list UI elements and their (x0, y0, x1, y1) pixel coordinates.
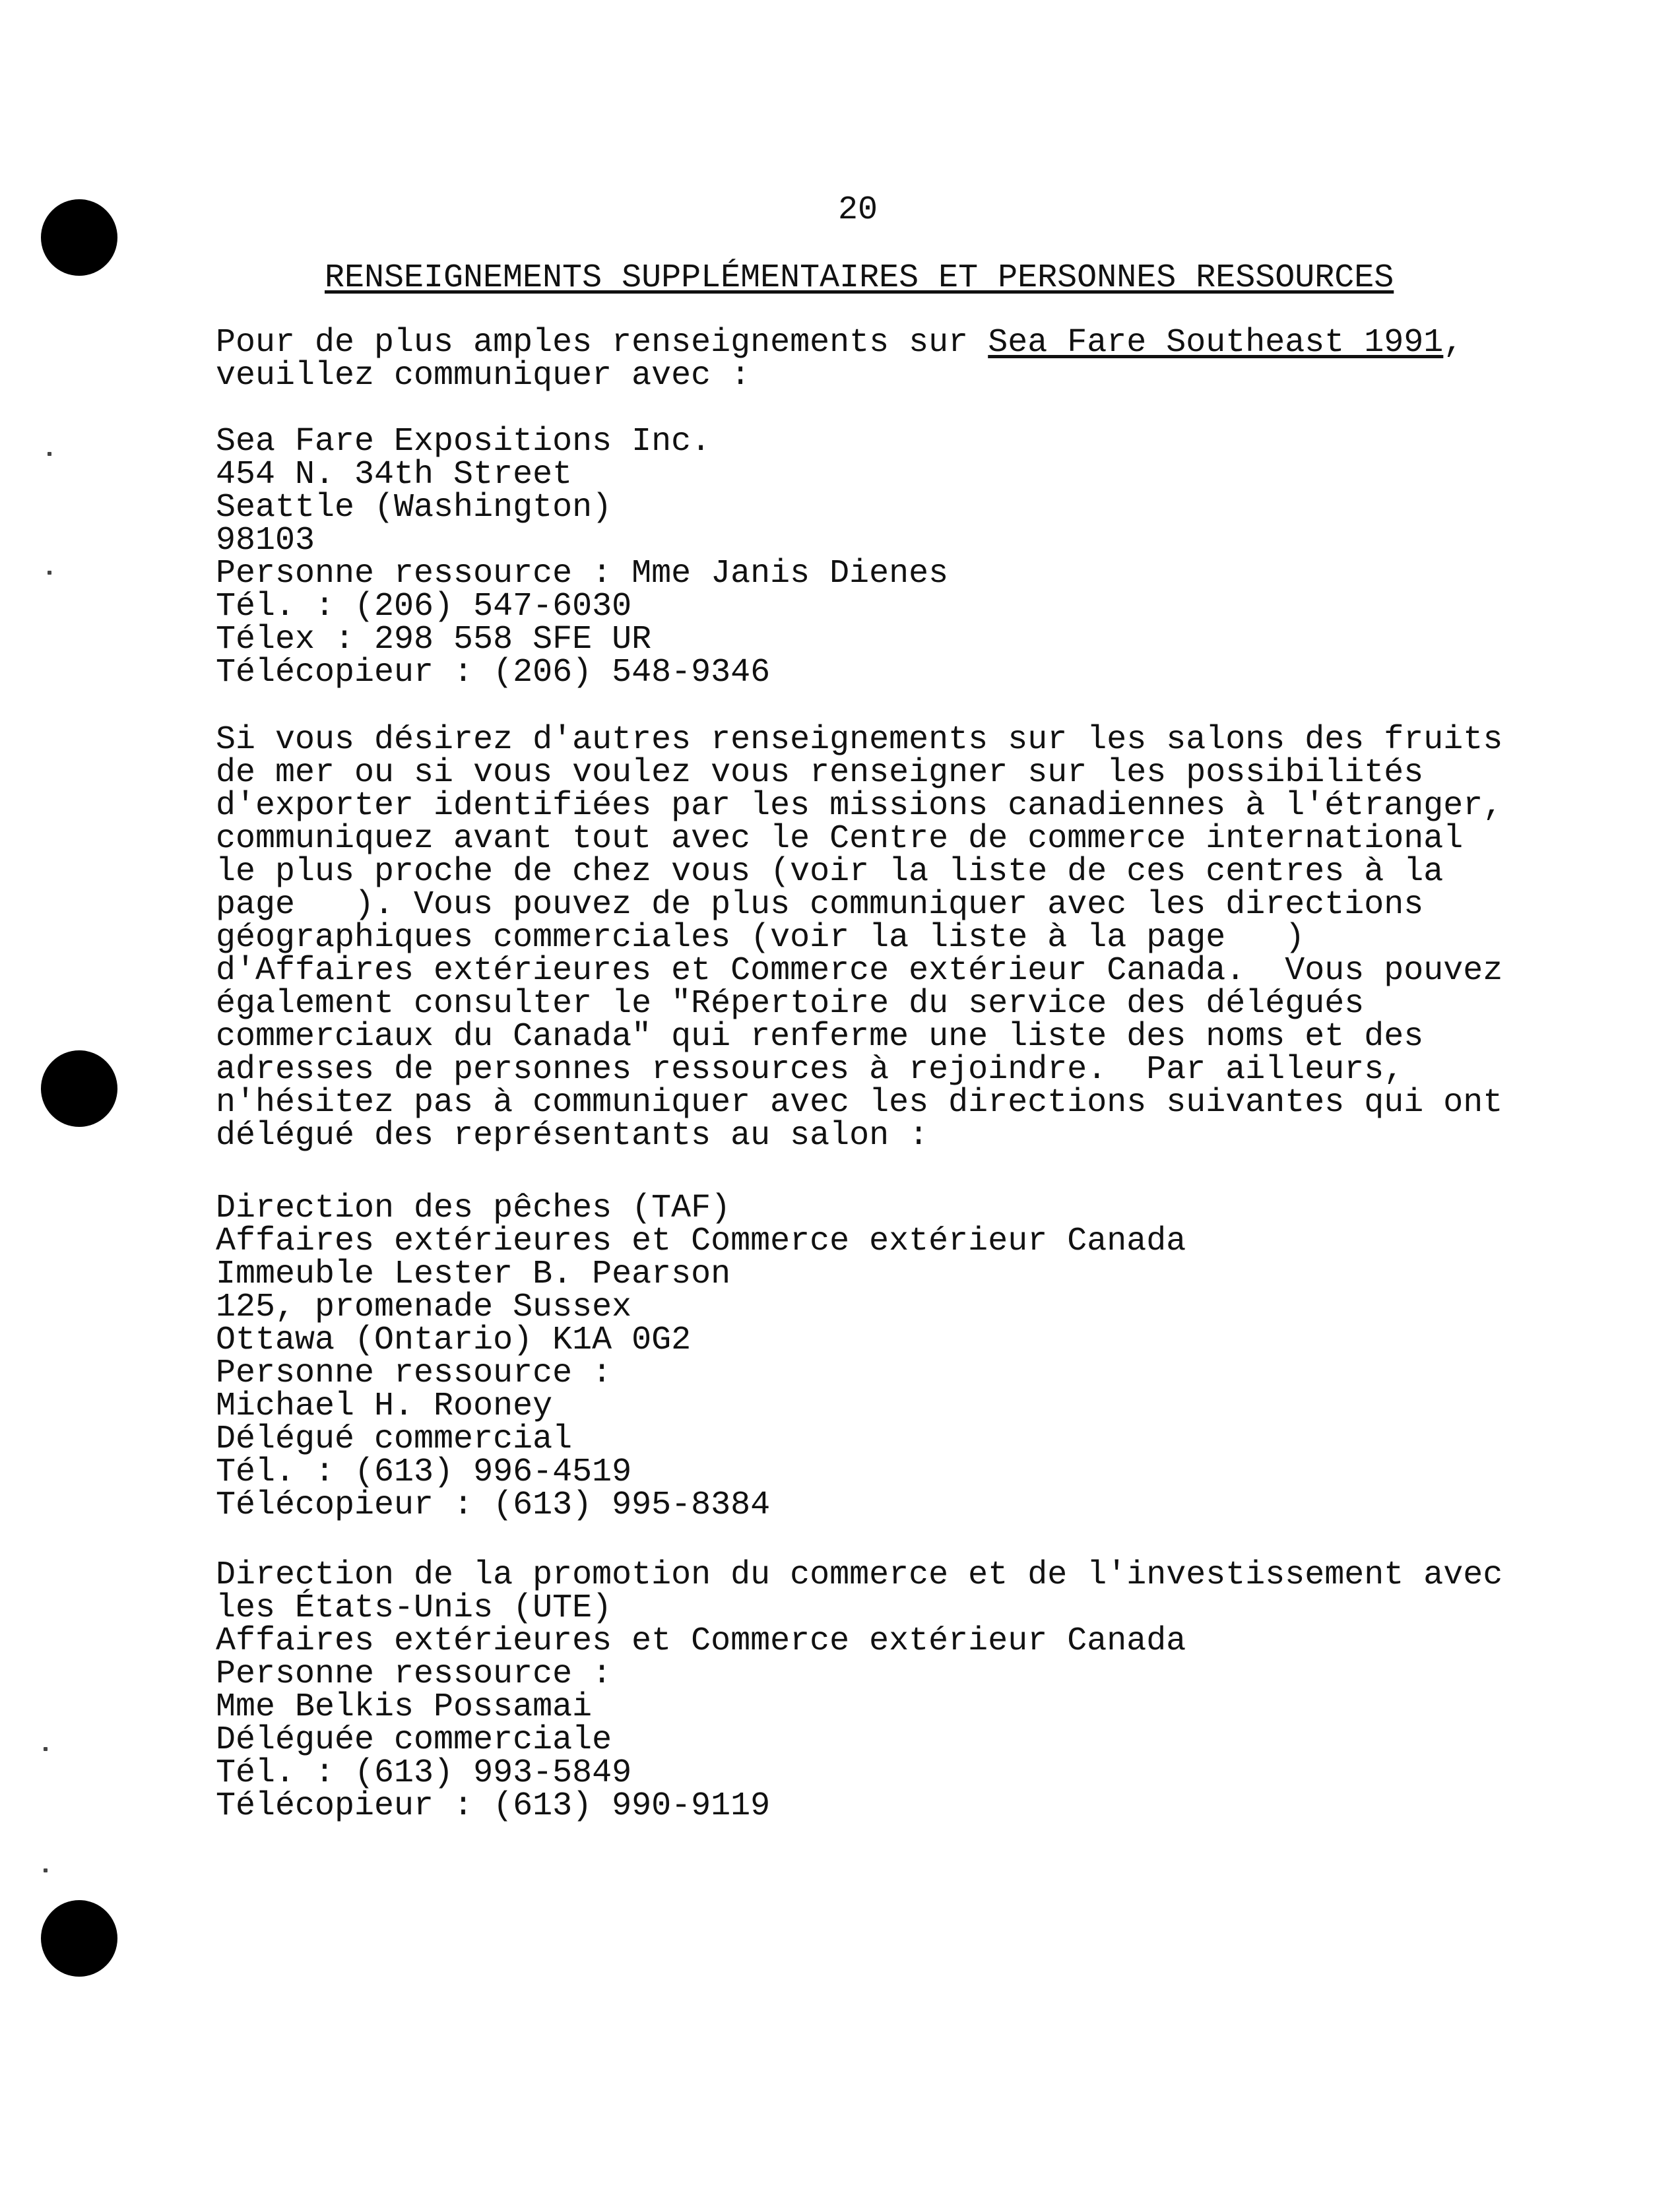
intro-punctuation: , (1443, 324, 1464, 362)
page-number: 20 (838, 191, 878, 229)
paragraph-line: géographiques commerciales (voir la liste à la page ) (216, 919, 1305, 957)
paragraph-line: le plus proche de chez vous (voir la liste de ces centres à la (216, 853, 1444, 891)
paragraph-line: Si vous désirez d'autres renseignements sur les salons des fruits (216, 721, 1503, 759)
taf-contact-line: Délégué commercial (216, 1420, 573, 1458)
paragraph-line: communiquez avant tout avec le Centre de commerce international (216, 820, 1464, 858)
taf-contact-line: Ottawa (Ontario) K1A 0G2 (216, 1322, 692, 1359)
taf-contact-line: Affaires extérieures et Commerce extérieur Canada (216, 1223, 1186, 1260)
ute-contact-line: Personne ressource : (216, 1655, 612, 1693)
taf-contact-line: Direction des pêches (TAF) (216, 1190, 731, 1227)
organizer-city: Seattle (Washington) (216, 489, 612, 526)
paragraph-line: délégué des représentants au salon : (216, 1117, 929, 1155)
organizer-name: Sea Fare Expositions Inc. (216, 423, 711, 461)
taf-contact-line: Michael H. Rooney (216, 1387, 553, 1425)
event-name: Sea Fare Southeast 1991 (988, 324, 1444, 362)
taf-contact-line: 125, promenade Sussex (216, 1289, 632, 1326)
paragraph-line: de mer ou si vous voulez vous renseigner sur les possibilités (216, 754, 1424, 792)
taf-contact-line: Tél. : (613) 996-4519 (216, 1453, 632, 1491)
taf-contact-line: Personne ressource : (216, 1354, 612, 1392)
taf-contact-line: Immeuble Lester B. Pearson (216, 1256, 731, 1293)
paragraph-line: commerciaux du Canada" qui renferme une liste des noms et des (216, 1018, 1424, 1056)
ute-contact-line: Tél. : (613) 993-5849 (216, 1754, 632, 1792)
ute-contact-line: Direction de la promotion du commerce et de l'investissement avec (216, 1556, 1503, 1594)
scan-speck (44, 1747, 48, 1751)
punch-hole (41, 1900, 117, 1977)
scan-speck (48, 571, 51, 575)
organizer-telex: Télex : 298 558 SFE UR (216, 621, 652, 658)
paragraph-line: adresses de personnes ressources à rejoindre. Par ailleurs, (216, 1051, 1404, 1089)
organizer-phone: Tél. : (206) 547-6030 (216, 588, 632, 625)
scan-speck (44, 1868, 48, 1872)
organizer-postal-code: 98103 (216, 522, 315, 559)
scan-speck (48, 452, 51, 456)
organizer-contact: Personne ressource : Mme Janis Dienes (216, 555, 949, 592)
punch-hole (41, 1050, 117, 1127)
intro-line: veuillez communiquer avec : (216, 357, 751, 395)
paragraph-line: n'hésitez pas à communiquer avec les directions suivantes qui ont (216, 1084, 1503, 1122)
organizer-fax: Télécopieur : (206) 548-9346 (216, 654, 771, 691)
ute-contact-line: les États-Unis (UTE) (216, 1589, 612, 1627)
intro-line (216, 326, 1463, 360)
paragraph-line: d'exporter identifiées par les missions canadiennes à l'étranger, (216, 787, 1503, 825)
ute-contact-line: Déléguée commerciale (216, 1721, 612, 1759)
organizer-street: 454 N. 34th Street (216, 456, 573, 494)
ute-contact-line: Mme Belkis Possamai (216, 1688, 593, 1726)
punch-hole (41, 199, 117, 276)
paragraph-line: page ). Vous pouvez de plus communiquer avec les directions (216, 886, 1424, 924)
page-title: RENSEIGNEMENTS SUPPLÉMENTAIRES ET PERSONNES RESSOURCES (325, 259, 1394, 297)
paragraph-line: également consulter le "Répertoire du service des délégués (216, 985, 1365, 1023)
intro-text: Pour de plus amples renseignements sur (216, 324, 988, 362)
ute-contact-line: Télécopieur : (613) 990-9119 (216, 1787, 771, 1825)
ute-contact-line: Affaires extérieures et Commerce extérieur Canada (216, 1622, 1186, 1660)
paragraph-line: d'Affaires extérieures et Commerce extérieur Canada. Vous pouvez (216, 952, 1503, 990)
taf-contact-line: Télécopieur : (613) 995-8384 (216, 1486, 771, 1524)
